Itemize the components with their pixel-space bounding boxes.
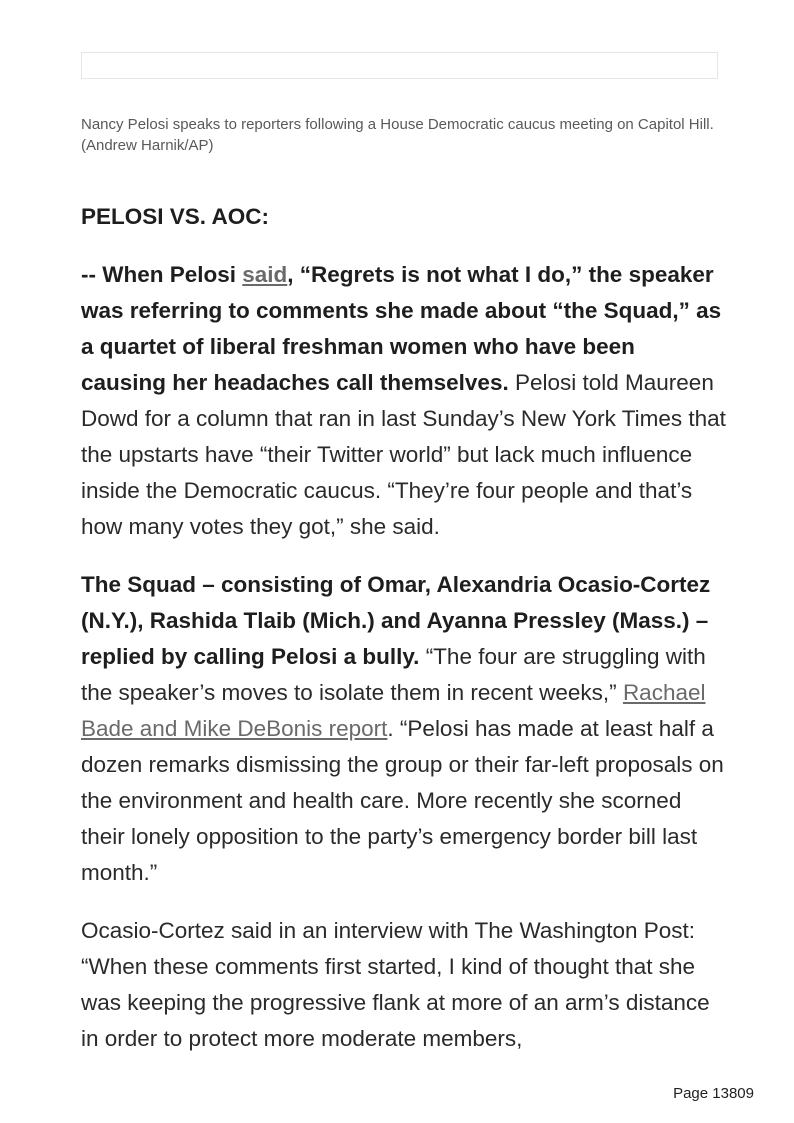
paragraph-1 <box>81 257 726 545</box>
article-body <box>81 199 726 1079</box>
p2-text-a: “The four are struggling with the speaker’s moves to isolate them in recent weeks,” <box>81 644 706 705</box>
section-heading: PELOSI VS. AOC: <box>81 204 269 229</box>
p1-bold-intro: -- When Pelosi <box>81 262 243 287</box>
p3-text: Ocasio-Cortez said in an interview with The Washington Post: “When these comments first started, I kind of thought that she was keeping the progressive flank at more of an arm’s distance in order to protect more moderate members, <box>81 918 710 1051</box>
paragraph-3 <box>81 913 726 1057</box>
bade-debonis-report-link[interactable]: Rachael Bade and Mike DeBonis report <box>81 680 706 741</box>
p2-text-b: . “Pelosi has made at least half a dozen remarks dismissing the group or their far-left proposals on the environment and health care. More recently she scorned their lonely opposition to the party’s emergency border bill last month.” <box>81 716 724 885</box>
p2-bold: The Squad – consisting of Omar, Alexandria Ocasio-Cortez (N.Y.), Rashida Tlaib (Mich.) and Ayanna Pressley (Mass.) – replied by calling Pelosi a bully. <box>81 572 711 669</box>
said-link[interactable]: said <box>242 262 288 287</box>
photo-placeholder <box>81 52 718 79</box>
p1-text: Pelosi told Maureen Dowd for a column that ran in last Sunday’s New York Times that the upstarts have “their Twitter world” but lack much influence inside the Democratic caucus. “They’re four people and that’s how many votes they got,” she said. <box>81 370 726 539</box>
p1-bold-rest: , “Regrets is not what I do,” the speaker was referring to comments she made about “the Squad,” as a quartet of liberal freshman women who have been causing her headaches call themselves. <box>81 262 722 395</box>
photo-caption: Nancy Pelosi speaks to reporters following a House Democratic caucus meeting on Capitol Hill. (Andrew Harnik/AP) <box>81 116 714 154</box>
page-number: Page 13809 <box>673 1085 754 1102</box>
paragraph-2 <box>81 567 726 891</box>
